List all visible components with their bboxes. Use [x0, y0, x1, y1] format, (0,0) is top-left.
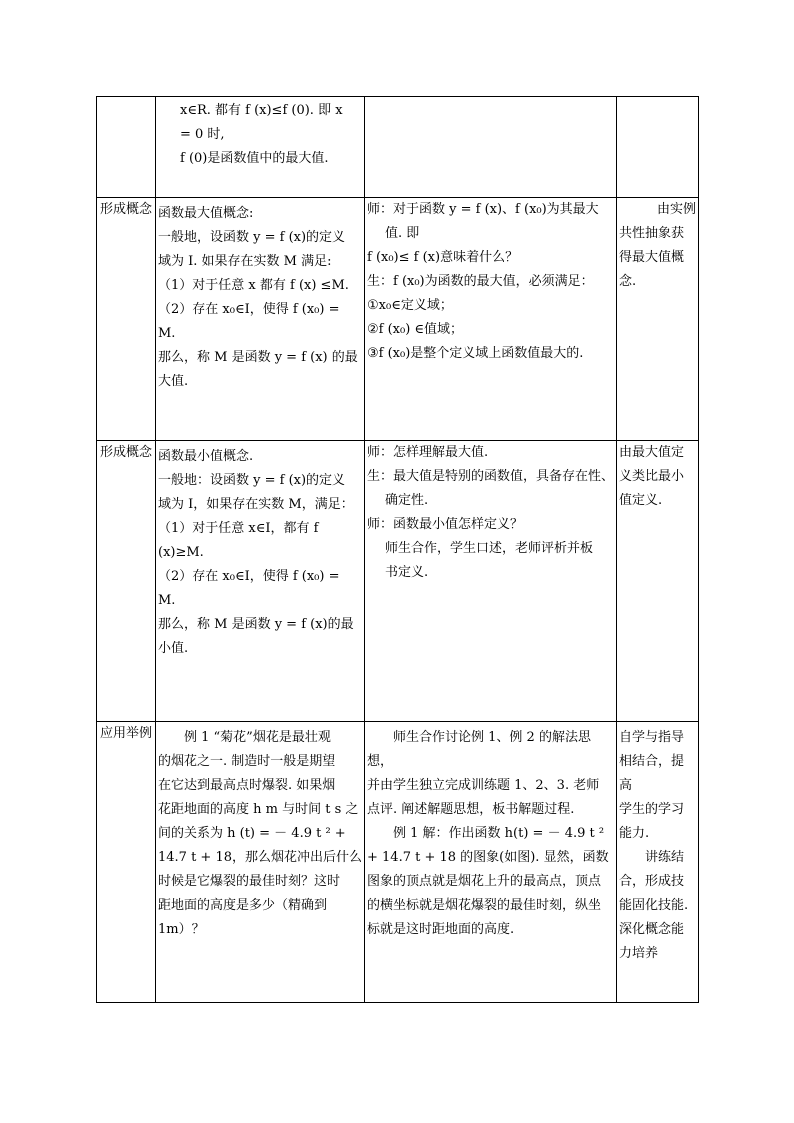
intent-cell	[617, 722, 699, 1003]
intent-line: 深化概念能	[619, 922, 685, 937]
activity-line: 师：对于函数 y = f (x)、f (x₀)为其最大	[367, 202, 599, 217]
stage-cell: 应用举例	[97, 722, 156, 1003]
content-line: 函数最大值概念:	[158, 206, 254, 221]
activity-line: 例 1 解：作出函数 h(t) = － 4.9 t ²	[393, 826, 605, 841]
activity-line: 图象的顶点就是烟花上升的最高点，顶点	[367, 874, 602, 889]
content-line: 一般地：设函数 y = f (x)的定义	[158, 473, 346, 488]
content-line: 间的关系为 h (t) = － 4.9 t ² +	[158, 826, 346, 841]
content-line: 距地面的高度是多少（精确到	[158, 898, 328, 913]
intent-cell	[617, 198, 699, 441]
content-line: 例 1 “菊花”烟花是最壮观	[184, 730, 331, 745]
activity-line: ①x₀∈定义域；	[367, 298, 453, 313]
activity-line: 值. 即	[385, 226, 420, 241]
content-line: = 0 时,	[180, 127, 225, 142]
activity-line: 师：函数最小值怎样定义？	[367, 517, 524, 532]
table-row	[97, 722, 699, 1003]
content-cell	[156, 97, 365, 198]
intent-line: 合，形成技	[619, 874, 685, 889]
activity-line: 点评. 阐述解题思想，板书解题过程.	[367, 802, 575, 817]
table-row	[97, 97, 699, 198]
content-cell	[156, 722, 365, 1003]
intent-line: 由实例	[656, 202, 696, 217]
content-line: （2）存在 x₀∈I，使得 f (x₀) =	[158, 302, 340, 317]
activity-line: 标就是这时距地面的高度.	[367, 922, 515, 937]
content-line: 那么，称 M 是函数 y = f (x)的最	[158, 617, 354, 632]
activity-line: 师生合作，学生口述，老师评析并板	[385, 541, 594, 556]
content-line: 花距地面的高度 h m 与时间 t s 之	[158, 802, 359, 817]
content-line: x∈R. 都有 f (x)≤f (0). 即 x	[180, 103, 343, 118]
intent-line: 值定义.	[619, 493, 663, 508]
content-line: M.	[158, 326, 176, 341]
content-line: （1）对于任意 x∈I，都有 f	[158, 521, 319, 536]
content-line: 的烟花之一. 制造时一般是期望	[158, 754, 336, 769]
content-line: （1）对于任意 x 都有 f (x) ≤M.	[158, 278, 349, 293]
activity-line: + 14.7 t + 18 的图象(如图). 显然，函数	[367, 850, 609, 865]
activity-line: 师：怎样理解最大值.	[367, 445, 489, 460]
activity-line: 确定性.	[385, 493, 429, 508]
intent-line: 由最大值定	[619, 445, 685, 460]
lesson-plan-table	[96, 96, 699, 1003]
content-line: 小值.	[158, 641, 189, 656]
activity-cell	[365, 97, 617, 198]
intent-line: 能力.	[619, 826, 650, 841]
table-row	[97, 198, 699, 441]
content-line: 大值.	[158, 374, 189, 389]
content-line: 时候是它爆裂的最佳时刻？这时	[158, 874, 341, 889]
intent-cell	[617, 97, 699, 198]
activity-line: 的横坐标就是烟花爆裂的最佳时刻，纵坐	[367, 898, 602, 913]
content-line: 域为 I. 如果存在实数 M 满足:	[158, 254, 332, 269]
intent-line: 能固化技能.	[619, 898, 689, 913]
intent-line: 讲练结	[645, 850, 685, 865]
content-line: f (0)是函数值中的最大值.	[180, 151, 329, 166]
content-line: 1m）？	[158, 922, 205, 937]
intent-cell	[617, 441, 699, 722]
content-cell	[156, 441, 365, 722]
content-line: 函数最小值概念.	[158, 449, 254, 464]
content-line: M.	[158, 593, 176, 608]
content-line: 域为 I，如果存在实数 M，满足：	[158, 497, 354, 512]
activity-line: ③f (x₀)是整个定义域上函数值最大的.	[367, 346, 584, 361]
activity-line: f (x₀)≤ f (x)意味着什么？	[367, 250, 519, 265]
table-row	[97, 441, 699, 722]
intent-line: 自学与指导	[619, 730, 685, 745]
activity-line: 生：f (x₀)为函数的最大值，必须满足：	[367, 274, 594, 289]
intent-line: 相结合，提高	[619, 754, 685, 793]
activity-line: 书定义.	[385, 565, 429, 580]
content-line: 那么，称 M 是函数 y = f (x) 的最	[158, 350, 358, 365]
stage-cell: 形成概念	[97, 441, 156, 722]
content-line: (x)≥M.	[158, 545, 204, 560]
content-line: 在它达到最高点时爆裂. 如果烟	[158, 778, 336, 793]
activity-cell	[365, 441, 617, 722]
activity-line: ②f (x₀) ∈值域；	[367, 322, 464, 337]
intent-line: 念.	[619, 274, 637, 289]
activity-line: 生：最大值是特别的函数值，具备存在性、	[367, 469, 615, 484]
intent-line: 学生的学习	[619, 802, 685, 817]
content-line: 14.7 t + 18，那么烟花冲出后什么	[158, 850, 363, 865]
content-line: 一般地，设函数 y = f (x)的定义	[158, 230, 346, 245]
content-line: （2）存在 x₀∈I，使得 f (x₀) =	[158, 569, 340, 584]
intent-line: 力培养	[619, 946, 659, 961]
content-cell	[156, 198, 365, 441]
stage-cell: 形成概念	[97, 198, 156, 441]
activity-line: 并由学生独立完成训练题 1、2、3. 老师	[367, 778, 600, 793]
activity-cell	[365, 198, 617, 441]
intent-line: 共性抽象获	[619, 226, 685, 241]
intent-line: 义类比最小	[619, 469, 685, 484]
activity-line: 师生合作讨论例 1、例 2 的解法思想，	[367, 730, 591, 769]
stage-cell	[97, 97, 156, 198]
intent-line: 得最大值概	[619, 250, 685, 265]
activity-cell	[365, 722, 617, 1003]
